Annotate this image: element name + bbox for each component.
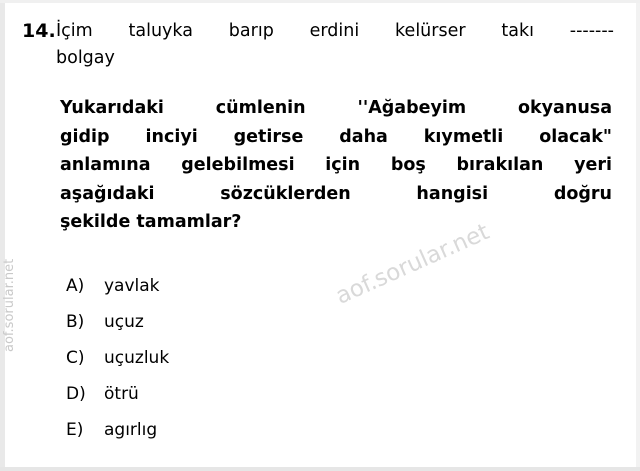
- question-stem: [56, 18, 618, 72]
- option-b[interactable]: [66, 312, 466, 348]
- page-border-right: [636, 0, 640, 471]
- page-border-top: [0, 0, 640, 3]
- option-c-letter: C): [66, 348, 85, 368]
- option-a[interactable]: [66, 276, 466, 312]
- question-body: [60, 94, 612, 237]
- option-b-text: uçuz: [104, 312, 144, 332]
- option-e-text: agırlıg: [104, 420, 158, 440]
- option-c-text: uçuzluk: [104, 348, 170, 368]
- question-body-line-2: gidip inciyi getirse daha kıymetli olacak": [60, 126, 612, 147]
- option-d-letter: D): [66, 384, 86, 404]
- question-block: [22, 18, 618, 237]
- option-b-letter: B): [66, 312, 85, 332]
- page-border-left: [0, 0, 5, 471]
- option-d[interactable]: [66, 384, 466, 420]
- question-body-line-1: Yukarıdaki cümlenin ''Ağabeyim okyanusa: [60, 98, 612, 118]
- question-number: 14.: [22, 20, 56, 42]
- option-d-text: ötrü: [104, 384, 139, 404]
- option-a-letter: A): [66, 276, 85, 296]
- question-body-line-3: anlamına gelebilmesi için boş bırakılan yeri: [60, 155, 612, 175]
- option-a-text: yavlak: [104, 276, 160, 296]
- question-header: [22, 18, 618, 72]
- question-body-line-5: şekilde tamamlar?: [60, 212, 242, 232]
- watermark-vertical: aof.sorular.net: [2, 258, 17, 352]
- option-e-letter: E): [66, 420, 84, 440]
- question-body-line-4: aşağıdaki sözcüklerden hangisi doğru: [60, 183, 612, 204]
- page-border-bottom: [0, 467, 640, 471]
- answer-options: [66, 276, 466, 456]
- option-e[interactable]: [66, 420, 466, 456]
- question-stem-line-2: bolgay: [56, 48, 115, 68]
- question-stem-line-1: İçim taluyka barıp erdini kelürser takı -------: [56, 21, 614, 41]
- option-c[interactable]: [66, 348, 466, 384]
- watermark-diagonal: aof.sorular.net: [332, 218, 494, 310]
